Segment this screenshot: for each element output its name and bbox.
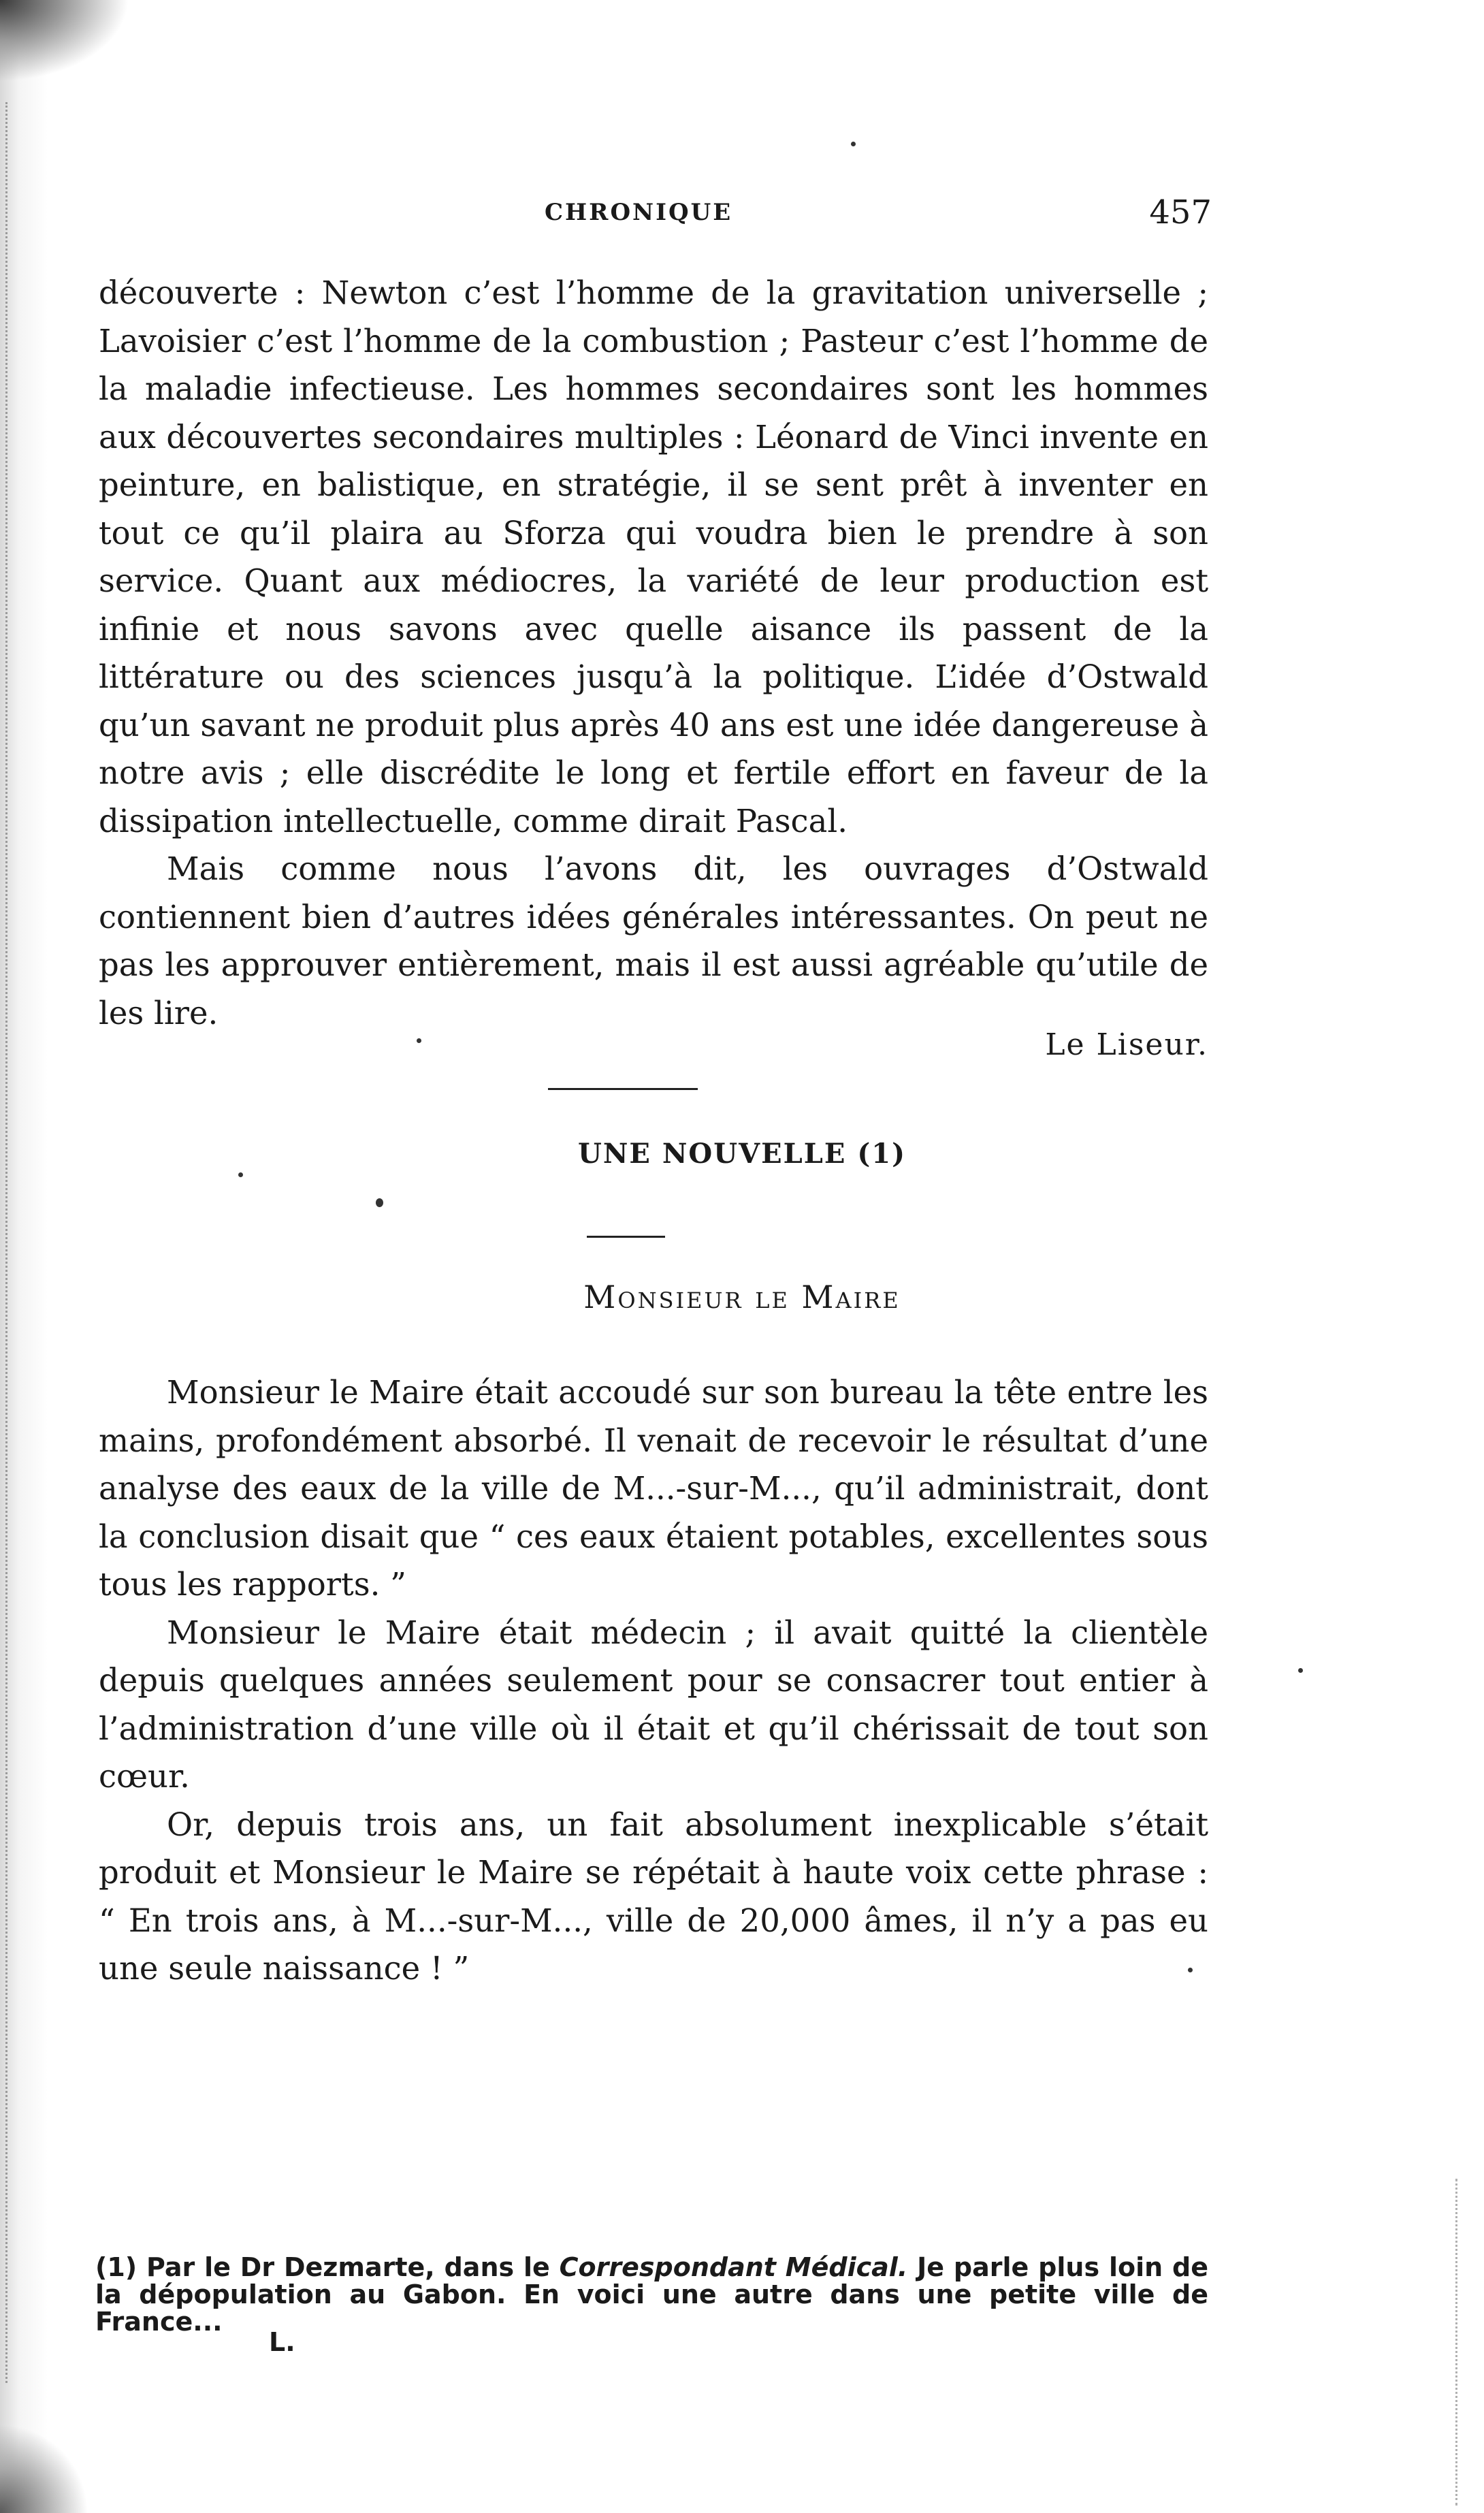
right-edge-marks <box>1455 2179 1460 2506</box>
story-paragraph: Monsieur le Maire était accoudé sur son bureau la tête entre les mains, profondément absorbé. Il venait de recevoir le résultat d’une analyse des eaux de la ville de M...-sur-M..., qu’il administrait, dont la conclusion disait que “ ces eaux étaient potables, excellentes sous tous les rapports. ” <box>99 1374 1208 1603</box>
binding-smudge-top <box>0 0 129 82</box>
story-title: Monsieur le Maire <box>583 1279 901 1315</box>
speck <box>1298 1668 1303 1673</box>
footnote-text: Je parle plus loin de la dépopulation au Gabon. En voici une autre dans une petite ville de France... <box>95 2252 1208 2337</box>
title-divider <box>587 1236 665 1238</box>
story-paragraph: Monsieur le Maire était médecin ; il avait quitté la clientèle depuis quelques années seulement pour se consacrer tout entier à l’administration d’une ville où il était et qu’il chérissait de tout son cœur. <box>99 1614 1208 1795</box>
speck <box>851 142 856 146</box>
running-title: CHRONIQUE <box>545 199 733 226</box>
footnote-signature: L. <box>269 2327 295 2357</box>
footnote-lead: (1) Par le Dr Dezmarte, dans le <box>95 2252 550 2282</box>
footnote-journal: Correspondant Médical. <box>559 2252 908 2282</box>
footnote <box>95 2254 1208 2335</box>
running-header <box>95 192 1212 233</box>
speck <box>376 1198 383 1207</box>
page-number: 457 <box>1149 193 1212 231</box>
section-divider <box>548 1088 698 1090</box>
binding-edge-marks <box>5 102 12 2383</box>
story-body <box>99 1368 1208 1993</box>
review-conclusion <box>99 269 1208 1037</box>
review-paragraph: Mais comme nous l’avons dit, les ouvrages d’Ostwald contiennent bien d’autres idées générales intéressantes. On peut ne pas les approuver entièrement, mais il est aussi agréable qu’utile de les lire. <box>99 850 1208 1031</box>
speck <box>417 1038 421 1043</box>
review-paragraph: découverte : Newton c’est l’homme de la gravitation universelle ; Lavoisier c’est l’homme de la combustion ; Pasteur c’est l’homme de la maladie infectieuse. Les hommes secondaires sont les hommes aux découvertes secondaires multiples : Léonard de Vinci invente en peinture, en balistique, en stratégie, il se sent prêt à inventer en tout ce qu’il plaira au Sforza qui voudra bien le prendre à son service. Quant aux médiocres, la variété de leur production est infinie et nous savons avec quelle aisance ils passent de la littérature ou des sciences jusqu’à la politique. L’idée d’Ostwald qu’un savant ne produit plus après 40 ans est une idée dangereuse à notre avis ; elle discrédite le long et fertile effort en faveur de la dissipation intellectuelle, comme dirait Pascal. <box>99 274 1208 839</box>
review-signature: Le Liseur. <box>1045 1027 1208 1062</box>
binding-smudge-bottom <box>0 2424 88 2513</box>
story-paragraph: Or, depuis trois ans, un fait absolument inexplicable s’était produit et Monsieur le Maire se répétait à haute voix cette phrase : “ En trois ans, à M...-sur-M..., ville de 20,000 âmes, il n’y a pas eu une seule naissance ! ” <box>99 1806 1208 1987</box>
section-heading: UNE NOUVELLE (1) <box>577 1138 907 1170</box>
